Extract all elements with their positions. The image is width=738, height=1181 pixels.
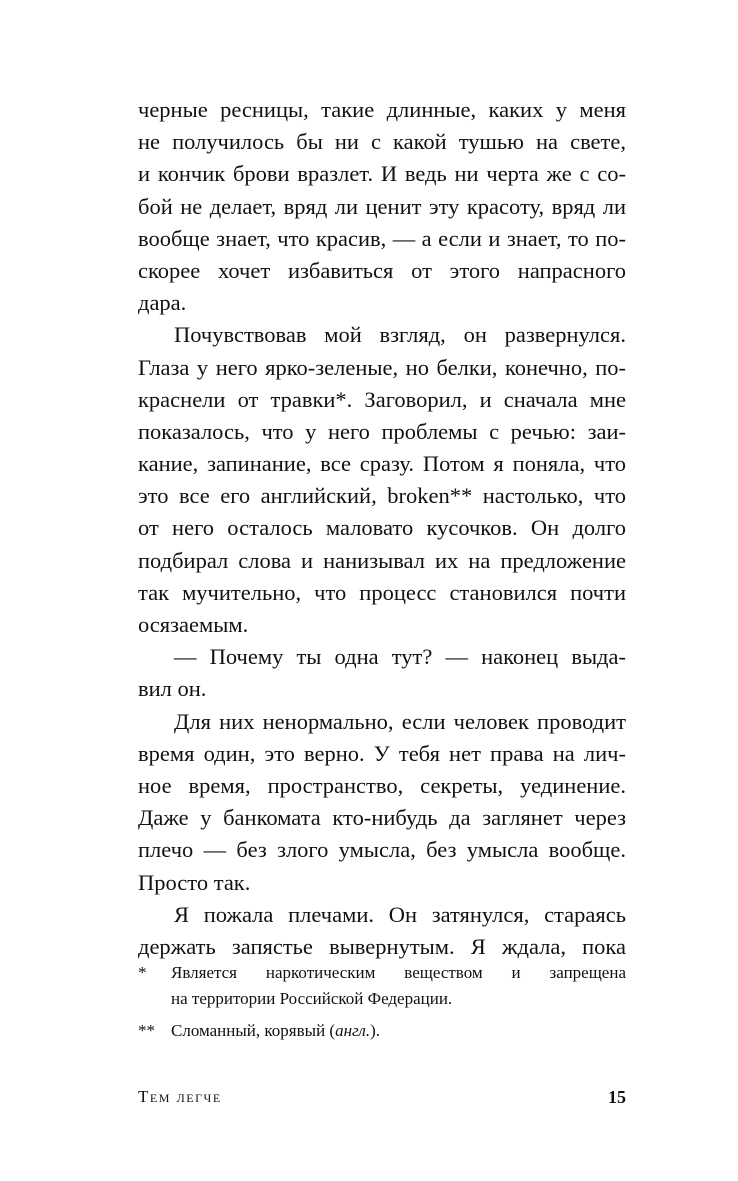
text-line: Даже у банкомата кто-нибудь да заглянет через: [138, 805, 626, 831]
text-line: Почувствовав мой взгляд, он развернулся.: [174, 322, 626, 348]
page-number: 15: [608, 1087, 626, 1107]
text-line: время один, это верно. У тебя нет права на лич-: [138, 740, 626, 766]
text-line: Я пожала плечами. Он затянулся, стараясь: [174, 901, 626, 927]
text-line: и кончик брови вразлет. И ведь ни черта же с со-: [138, 161, 626, 187]
text-line: бой не делает, вряд ли ценит эту красоту, вряд ли: [138, 193, 626, 219]
page-footer: [138, 1084, 626, 1110]
footnote-1-line-2: [138, 986, 626, 1012]
text-line: держать запястье вывернутым. Я ждала, пока: [138, 933, 626, 959]
text-line: это все его английский, broken** настолько, что: [138, 483, 626, 509]
text-line: так мучительно, что процесс становился почти: [138, 579, 626, 605]
text-line: не получилось бы ни с какой тушью на свете,: [138, 129, 626, 155]
footnote-marker: **: [138, 1021, 155, 1040]
running-head: Тем легче: [138, 1087, 222, 1106]
text-line: — Почему ты одна тут? — наконец выда-: [174, 644, 626, 670]
text-line: черные ресницы, такие длинные, каких у меня: [138, 97, 626, 122]
text-line: краснели от травки*. Заговорил, и сначала мне: [138, 386, 626, 412]
footnote-italic-text: англ.: [335, 1021, 371, 1040]
text-line: Для них ненормально, если человек проводит: [174, 708, 626, 734]
text-line: скорее хочет избавиться от этого напрасного: [138, 257, 626, 283]
footnote-text: на территории Российской Федерации.: [171, 989, 453, 1008]
text-line: ное время, пространство, секреты, уединение.: [138, 772, 626, 798]
text-line: подбирал слова и нанизывал их на предложение: [138, 547, 626, 573]
text-line: от него осталось маловато кусочков. Он долго: [138, 515, 626, 541]
footnote-1-line-1: [138, 960, 626, 986]
text-line: вообще знает, что красив, — а если и знает, то по-: [138, 225, 626, 251]
footnote-2: [138, 1018, 626, 1044]
footnotes: [138, 960, 626, 1044]
footnote-text: Сломанный, корявый (: [171, 1021, 336, 1040]
text-line: кание, запинание, все сразу. Потом я поняла, что: [138, 451, 626, 477]
text-line: Глаза у него ярко-зеленые, но белки, конечно, по-: [138, 354, 626, 380]
text-line: дара.: [138, 290, 187, 316]
text-line: плечо — без злого умысла, без умысла вообще.: [138, 837, 626, 863]
footnote-text: ).: [370, 1021, 381, 1040]
text-line: Просто так.: [138, 869, 251, 895]
text-line: осязаемым.: [138, 612, 249, 637]
text-line: показалось, что у него проблемы с речью: заи-: [138, 418, 626, 444]
text-line: вил он.: [138, 676, 207, 702]
main-text: [138, 94, 626, 963]
footnote-marker: *: [138, 963, 147, 982]
footnote-text: Является наркотическим веществом и запрещена: [171, 963, 626, 982]
